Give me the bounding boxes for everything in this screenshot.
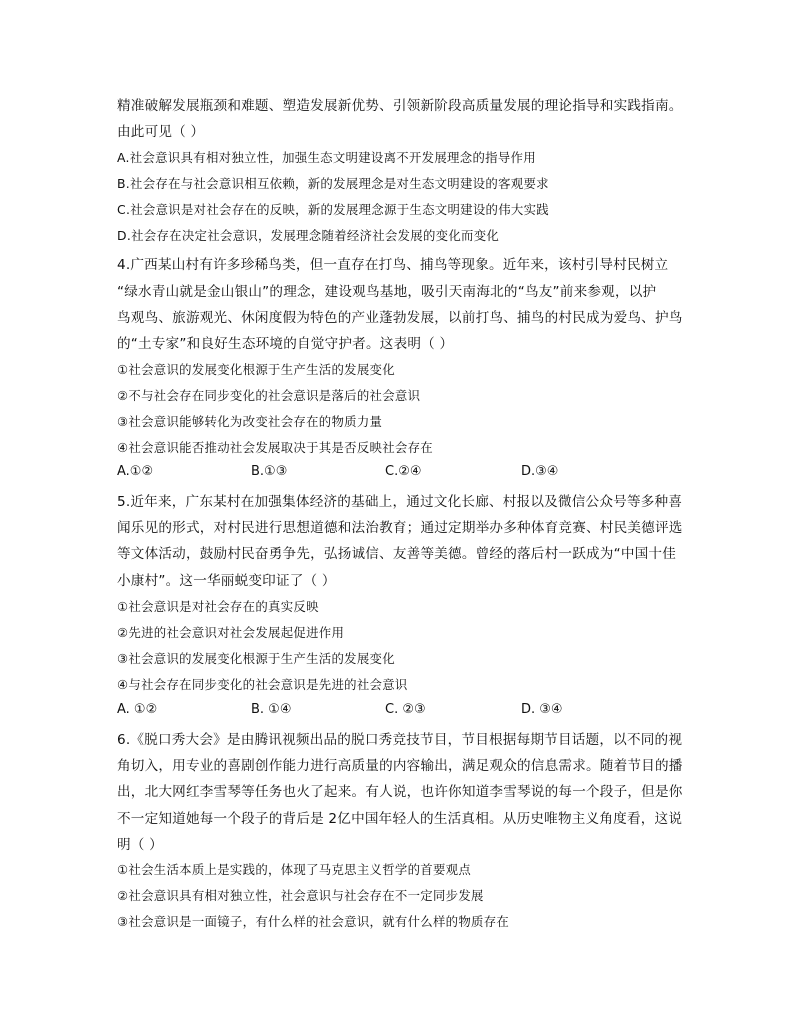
- q5-statement-3: ③社会意识的发展变化根源于生产生活的发展变化: [117, 651, 395, 666]
- q4-choice-d: D.③④: [521, 464, 559, 479]
- q3-stem-line-1: 精准破解发展瓶颈和难题、塑造发展新优势、引领新阶段高质量发展的理论指导和实践指南。: [117, 98, 683, 114]
- q4-statement-4: ④社会意识能否推动社会发展取决于其是否反映社会存在: [117, 440, 433, 455]
- q5-statement-4: ④与社会存在同步变化的社会意识是先进的社会意识: [117, 677, 408, 692]
- q4-stem-line-1: 4.广西某山村有许多珍稀鸟类，但一直存在打鸟、捕鸟等现象。近年来，该村引导村民树立: [117, 257, 669, 273]
- q6-stem-line-2: 角切入，用专业的喜剧创作能力进行高质量的内容输出，满足观众的信息需求。随着节目的播: [117, 758, 683, 774]
- q4-stem-line-2: “绿水青山就是金山银山”的理念，建设观鸟基地，吸引天南海北的“鸟友”前来参观，以护: [117, 284, 657, 300]
- q5-choice-b: B. ①④: [251, 702, 292, 717]
- q6-stem-line-5: 明（ ）: [117, 837, 163, 853]
- q4-statement-2: ②不与社会存在同步变化的社会意识是落后的社会意识: [117, 388, 421, 403]
- q6-stem-line-3: 出，北大网红李雪琴等任务也火了起来。有人说，也许你知道李雪琴说的每一个段子，但是你: [117, 784, 683, 800]
- q5-statement-1: ①社会意识是对社会存在的真实反映: [117, 599, 319, 614]
- q6-statement-1: ①社会生活本质上是实践的，体现了马克思主义哲学的首要观点: [117, 862, 472, 877]
- q5-stem-line-1: 5.近年来，广东某村在加强集体经济的基础上，通过文化长廊、村报以及微信公众号等多种喜: [117, 494, 683, 510]
- q3-stem-line-2: 由此可见（ ）: [117, 124, 205, 140]
- q4-stem-line-4: 的“土专家”和良好生态环境的自觉守护者。这表明（ ）: [117, 336, 454, 352]
- q5-choice-a: A. ①②: [117, 702, 158, 717]
- q5-stem-line-4: 小康村”。这一华丽蜕变印证了（ ）: [117, 573, 336, 589]
- q5-choice-c: C. ②③: [385, 702, 426, 717]
- q5-stem-line-3: 等文体活动，鼓励村民奋勇争先，弘扬诚信、友善等美德。曾经的落后村一跃成为“中国十佳: [117, 546, 676, 562]
- q4-stem-line-3: 鸟观鸟、旅游观光、休闲度假为特色的产业蓬勃发展，以前打鸟、捕鸟的村民成为爱鸟、护鸟: [117, 310, 683, 326]
- q4-choices: [117, 464, 697, 480]
- q5-choice-d: D. ③④: [521, 702, 563, 717]
- q4-choice-c: C.②④: [385, 464, 422, 479]
- q6-stem-line-1: 6.《脱口秀大会》是由腾讯视频出品的脱口秀竞技节目，节目根据每期节目话题，以不同的视: [117, 732, 683, 748]
- q6-statement-2: ②社会意识具有相对独立性，社会意识与社会存在不一定同步发展: [117, 888, 484, 903]
- q5-choices: [117, 702, 697, 718]
- q5-stem-line-2: 闻乐见的形式，对村民进行思想道德和法治教育；通过定期举办多种体育竞赛、村民美德评选: [117, 520, 683, 536]
- q5-statement-2: ②先进的社会意识对社会发展起促进作用: [117, 625, 345, 640]
- q4-statement-1: ①社会意识的发展变化根源于生产生活的发展变化: [117, 362, 395, 377]
- q3-option-b: B.社会存在与社会意识相互依赖，新的发展理念是对生态文明建设的客观要求: [117, 176, 549, 191]
- q3-option-d: D.社会存在决定社会意识，发展理念随着经济社会发展的变化而变化: [117, 228, 500, 243]
- q6-statement-3: ③社会意识是一面镜子，有什么样的社会意识，就有什么样的物质存在: [117, 914, 510, 929]
- q4-choice-b: B.①③: [251, 464, 288, 479]
- q4-statement-3: ③社会意识能够转化为改变社会存在的物质力量: [117, 414, 383, 429]
- q3-option-a: A.社会意识具有相对独立性，加强生态文明建设离不开发展理念的指导作用: [117, 150, 536, 165]
- q6-stem-line-4: 不一定知道她每一个段子的背后是 2亿中国年轻人的生活真相。从历史唯物主义角度看，这说: [117, 811, 683, 827]
- q4-choice-a: A.①②: [117, 464, 154, 479]
- q3-option-c: C.社会意识是对社会存在的反映，新的发展理念源于生态文明建设的伟大实践: [117, 202, 549, 217]
